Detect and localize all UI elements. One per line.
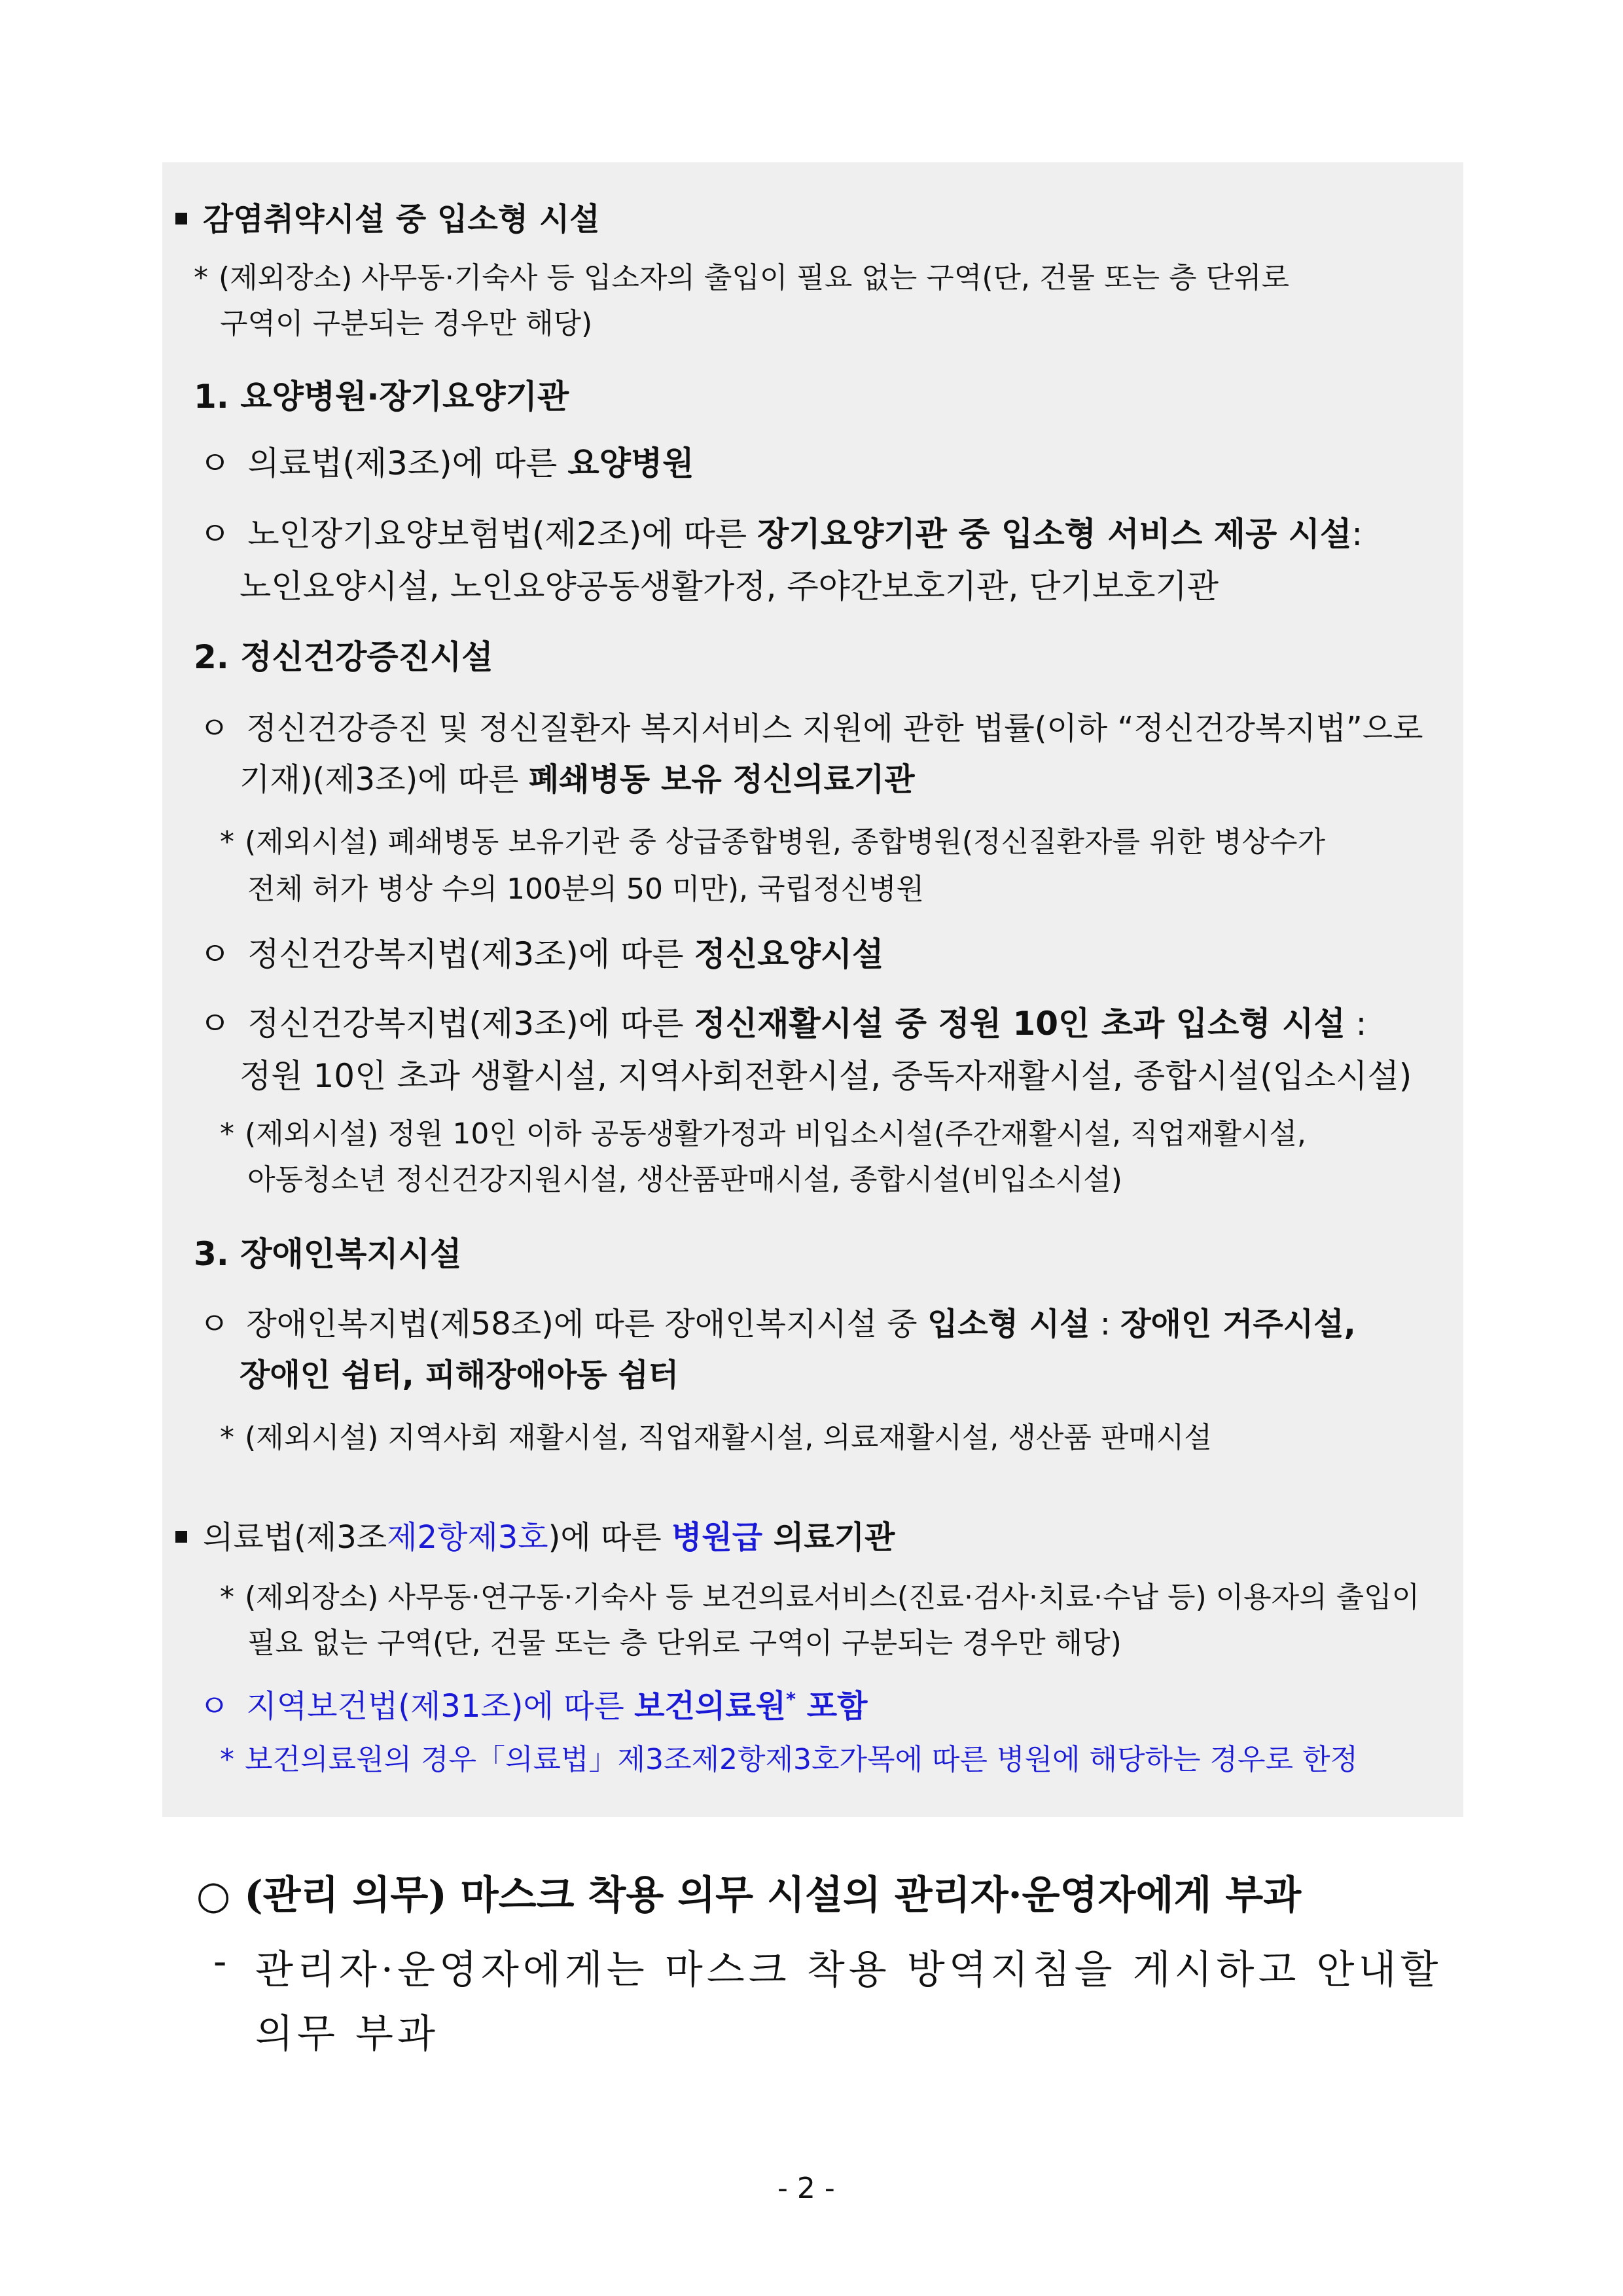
asterisk-icon: * [194, 261, 208, 295]
s1-bullet-2: ㅇ 노인장기요양보험법(제2조)에 따른 장기요양기관 중 입소형 서비스 제공 시설: [199, 508, 1363, 555]
square-bullet-icon [175, 213, 187, 224]
asterisk-icon: * [220, 1117, 234, 1151]
s3-bullet-1: ㅇ 장애인복지법(제58조)에 따른 장애인복지시설 중 입소형 시설 : 장애인 거주시설, [199, 1299, 1356, 1344]
square-bullet-icon [175, 1531, 187, 1543]
circle-bullet-icon: ㅇ [199, 1688, 230, 1725]
section-2-title: 2. 정신건강증진시설 [194, 638, 493, 676]
s2-note-2: * (제외시설) 정원 10인 이하 공동생활가정과 비입소시설(주간재활시설, 직업재활시설, [220, 1117, 1307, 1151]
s3-bullet-1-cont: 장애인 쉼터, 피해장애아동 쉼터 [240, 1357, 679, 1393]
asterisk-icon: * [220, 1581, 234, 1614]
s2-note-2-cont: 아동청소년 정신건강지원시설, 생산품판매시설, 종합시설(비입소시설) [247, 1163, 1122, 1196]
dash-bullet: - [213, 1939, 227, 1984]
s2-bullet-1: ㅇ 정신건강증진 및 정신질환자 복지서비스 지원에 관한 법률(이하 “정신건강복지법”으로 [199, 703, 1423, 748]
blue-bullet-health-center: ㅇ 지역보건법(제31조)에 따른 보건의료원* 포함 [199, 1681, 867, 1726]
heading-hospital-grade: 의료법(제3조제2항제3호)에 따른 병원급 의료기관 [175, 1512, 895, 1557]
s3-note-1: * (제외시설) 지역사회 재활시설, 직업재활시설, 의료재활시설, 생산품 판매시설 [220, 1421, 1212, 1454]
note-exclusion-2-cont: 필요 없는 구역(단, 건물 또는 층 단위로 구역이 구분되는 경우만 해당) [247, 1626, 1122, 1660]
s1-bullet-2-cont: 노인요양시설, 노인요양공동생활가정, 주야간보호기관, 단기보호기관 [240, 567, 1219, 605]
paragraph-management-duty: ○ (관리 의무) 마스크 착용 의무 시설의 관리자·운영자에게 부과 [196, 1873, 1302, 1918]
asterisk-icon: * [220, 825, 234, 859]
s2-bullet-2: ㅇ 정신건강복지법(제3조)에 따른 정신요양시설 [199, 928, 883, 975]
blue-note-health-center: * 보건의료원의 경우「의료법」제3조제2항제3호가목에 따른 병원에 해당하는 경우로 한정 [220, 1743, 1359, 1776]
s1-bullet-1: ㅇ 의료법(제3조)에 따른 요양병원 [199, 437, 694, 484]
note-exclusion-1-cont: 구역이 구분되는 경우만 해당) [220, 307, 593, 340]
s2-note-1: * (제외시설) 폐쇄병동 보유기관 중 상급종합병원, 종합병원(정신질환자를 위한 병상수가 [220, 825, 1326, 859]
s2-note-1-cont: 전체 허가 병상 수의 100분의 50 미만), 국립정신병원 [247, 872, 925, 906]
s2-bullet-1-cont: 기재)(제3조)에 따른 폐쇄병동 보유 정신의료기관 [240, 761, 915, 798]
circle-bullet-icon: ㅇ [199, 935, 231, 973]
s2-bullet-3-cont: 정원 10인 초과 생활시설, 지역사회전환시설, 중독자재활시설, 종합시설(입소시설) [240, 1057, 1412, 1095]
section-1-title: 1. 요양병원·장기요양기관 [194, 378, 569, 416]
heading-infection-vulnerable: 감염취약시설 중 입소형 시설 [175, 194, 600, 239]
circle-bullet-icon: ㅇ [199, 444, 231, 482]
paragraph-duty-detail: 관리자·운영자에게는 마스크 착용 방역지침을 게시하고 안내할 [255, 1947, 1442, 1993]
asterisk-icon: * [220, 1421, 234, 1454]
circle-bullet-icon: ㅇ [199, 515, 231, 553]
note-exclusion-1: * (제외장소) 사무동·기숙사 등 입소자의 출입이 필요 없는 구역(단, 건물 또는 층 단위로 [194, 261, 1289, 295]
circle-bullet-icon: ㅇ [199, 710, 230, 747]
circle-bullet-icon: ㅇ [199, 1306, 230, 1342]
circle-bullet-icon: ㅇ [199, 1005, 231, 1043]
section-3-title: 3. 장애인복지시설 [194, 1235, 462, 1273]
paragraph-duty-detail-cont: 의무 부과 [255, 2011, 439, 2057]
page-number: - 2 - [777, 2172, 835, 2205]
asterisk-icon: * [220, 1743, 234, 1776]
note-exclusion-2: * (제외장소) 사무동·연구동·기숙사 등 보건의료서비스(진료·검사·치료·수납 등) 이용자의 출입이 [220, 1581, 1420, 1614]
s2-bullet-3: ㅇ 정신건강복지법(제3조)에 따른 정신재활시설 중 정원 10인 초과 입소형 시설 : [199, 997, 1366, 1045]
